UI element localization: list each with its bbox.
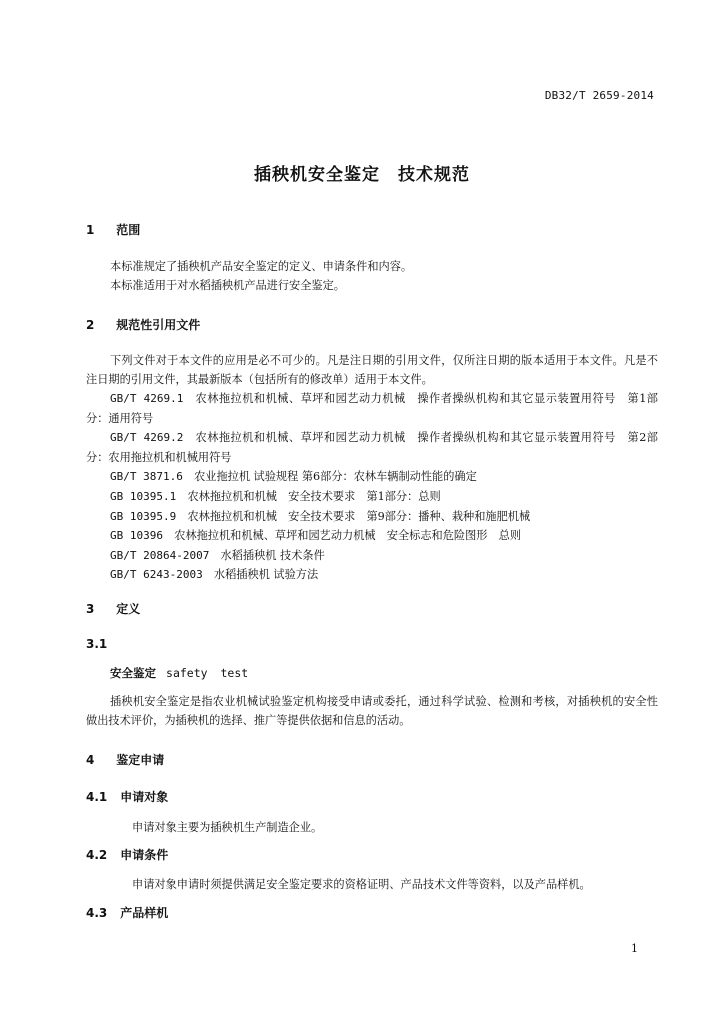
section-title: 范围 — [116, 223, 141, 237]
subsection-4-1-heading — [86, 788, 658, 805]
reference-item: GB 10396 农林拖拉机和机械、草坪和园艺动力机械 安全标志和危险图形 总则 — [110, 529, 522, 543]
reference-item: GB/T 3871.6 农业拖拉机 试验规程 第6部分：农林车辆制动性能的确定 — [110, 470, 477, 484]
subsection-4-2-heading — [86, 846, 658, 863]
section-2-heading — [86, 316, 658, 333]
term-english: safety test — [166, 666, 249, 680]
subsection-number: 4.2 — [86, 848, 108, 862]
subsection-number: 4.1 — [86, 790, 108, 804]
section-3-heading — [86, 600, 658, 617]
subsection-4-1-text: 申请对象主要为插秧机生产制造企业。 — [132, 821, 323, 834]
subsection-title: 申请对象 — [120, 790, 169, 804]
scope-paragraph-2: 本标准适用于对水稻插秧机产品进行安全鉴定。 — [110, 279, 345, 292]
section-4-heading — [86, 751, 658, 768]
reference-item: GB/T 20864-2007 水稻插秧机 技术条件 — [110, 548, 325, 562]
reference-list — [86, 389, 658, 585]
document-title: 插秧机安全鉴定 技术规范 — [254, 165, 470, 185]
section-1-heading — [86, 221, 658, 238]
section-number: 3 — [86, 602, 95, 616]
term-entry — [86, 665, 658, 681]
section-title: 鉴定申请 — [116, 753, 165, 767]
section-number: 4 — [86, 753, 95, 767]
standard-code: DB32/T 2659-2014 — [544, 89, 654, 102]
references-intro: 下列文件对于本文件的应用是必不可少的。凡是注日期的引用文件，仅所注日期的版本适用于本文件。凡是不注日期的引用文件，其最新版本（包括所有的修改单）适用于本文件。 — [86, 354, 658, 386]
page-number: 1 — [631, 942, 638, 955]
section-number: 2 — [86, 318, 95, 332]
subsection-title: 产品样机 — [120, 906, 169, 920]
reference-item: GB/T 6243-2003 水稻插秧机 试验方法 — [110, 568, 319, 582]
term-chinese: 安全鉴定 — [110, 666, 156, 680]
subsection-4-3-heading — [86, 904, 658, 921]
reference-item: GB 10395.1 农林拖拉机和机械 安全技术要求 第1部分：总则 — [110, 489, 441, 503]
section-number: 1 — [86, 223, 95, 237]
term-definition: 插秧机安全鉴定是指农业机械试验鉴定机构接受申请或委托，通过科学试验、检测和考核，对插秧机的安全性做出技术评价，为插秧机的选择、推广等提供依据和信息的活动。 — [86, 695, 658, 727]
subsection-title: 申请条件 — [120, 848, 169, 862]
reference-item: GB/T 4269.1 农林拖拉机和机械、草坪和园艺动力机械 操作者操纵机构和其它显示装置用符号 第1部分：通用符号 — [86, 392, 658, 425]
reference-item: GB/T 4269.2 农林拖拉机和机械、草坪和园艺动力机械 操作者操纵机构和其它显示装置用符号 第2部分：农用拖拉机和机械用符号 — [86, 431, 658, 464]
subsection-number: 4.3 — [86, 906, 108, 920]
section-title: 定义 — [116, 602, 141, 616]
subsection-3-1-number: 3.1 — [86, 637, 108, 651]
scope-paragraph-1: 本标准规定了插秧机产品安全鉴定的定义、申请条件和内容。 — [110, 260, 413, 273]
subsection-4-2-text: 申请对象申请时须提供满足安全鉴定要求的资格证明、产品技术文件等资料，以及产品样机。 — [132, 878, 591, 891]
reference-item: GB 10395.9 农林拖拉机和机械 安全技术要求 第9部分：播种、栽种和施肥机械 — [110, 509, 531, 523]
section-title: 规范性引用文件 — [116, 318, 201, 332]
